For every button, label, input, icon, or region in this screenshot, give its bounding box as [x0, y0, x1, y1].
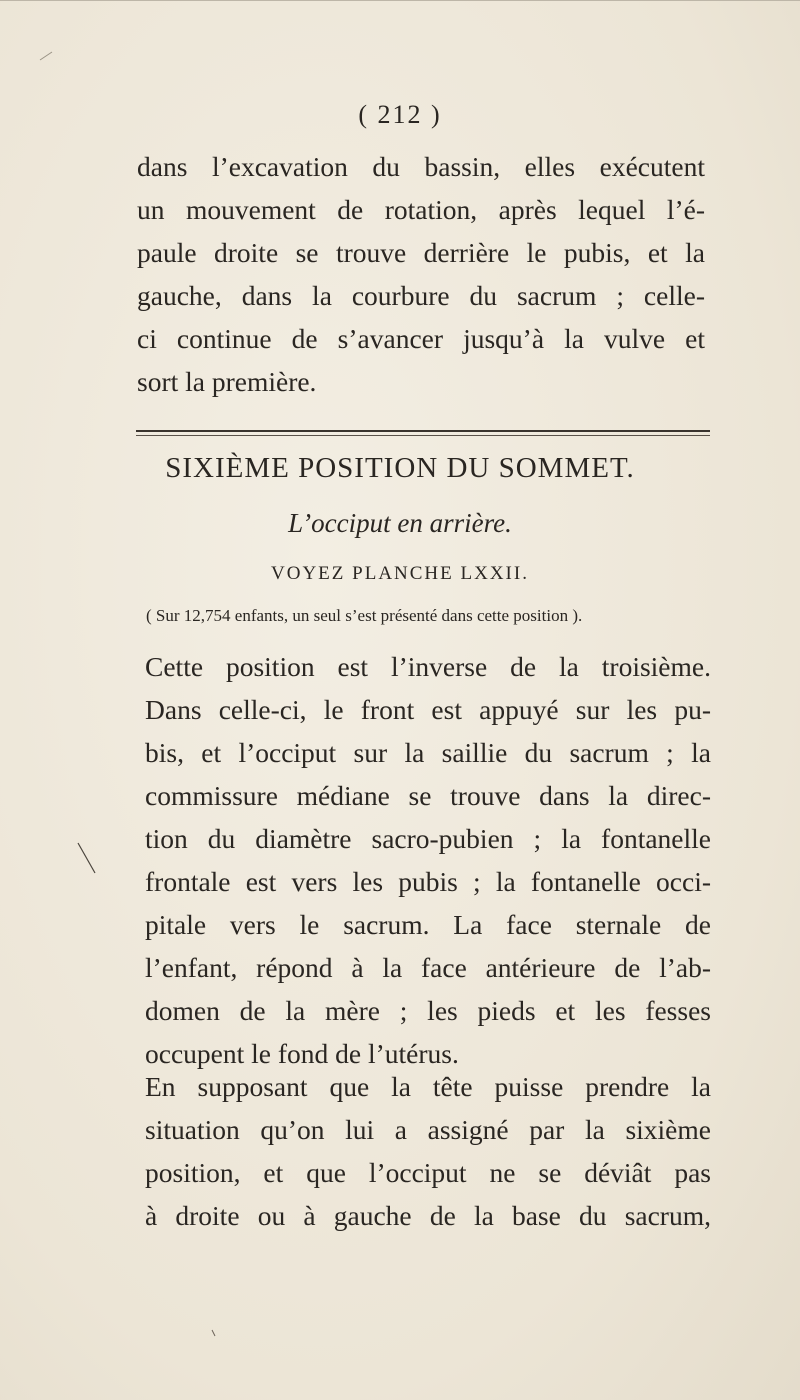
section-subheading: L’occiput en arrière. [288, 508, 512, 538]
page-number: ( 212 ) [358, 100, 442, 129]
paragraph-line: commissure médiane se trouve dans la direc- [145, 780, 711, 811]
paragraph-line: Dans celle-ci, le front est appuyé sur les pu- [145, 694, 711, 725]
paragraph-line: gauche, dans la courbure du sacrum ; celle- [137, 280, 705, 311]
paragraph-line: position, et que l’occiput ne se déviât pas [145, 1157, 711, 1188]
stray-pen-mark [212, 1330, 215, 1336]
paragraph-line: situation qu’on lui a assigné par la sixième [145, 1114, 711, 1145]
page-top-edge [0, 0, 800, 1]
paragraph-line: Cette position est l’inverse de la troisième. [145, 651, 711, 682]
paragraph-1 [137, 145, 705, 403]
plate-reference: VOYEZ PLANCHE LXXII. [271, 563, 529, 584]
paragraph-line: pitale vers le sacrum. La face sternale de [145, 909, 711, 940]
paragraph-line: dans l’excavation du bassin, elles exécutent [137, 151, 705, 182]
paragraph-line: l’enfant, répond à la face antérieure de l’ab- [145, 952, 711, 983]
statistics-note-text: ( Sur 12,754 enfants, un seul s’est présenté dans cette position ). [146, 606, 583, 625]
paragraph-3 [145, 1065, 711, 1237]
paragraph-line: tion du diamètre sacro-pubien ; la fontanelle [145, 823, 711, 854]
paragraph-line: domen de la mère ; les pieds et les fesses [145, 995, 711, 1026]
divider-rule-thick [136, 430, 710, 432]
paragraph-line: frontale est vers les pubis ; la fontanelle occi- [145, 866, 711, 897]
paragraph-line: à droite ou à gauche de la base du sacrum, [145, 1200, 711, 1231]
stray-pen-mark [78, 843, 95, 873]
paragraph-line: sort la première. [137, 366, 317, 397]
section-divider [136, 430, 710, 439]
statistics-note [146, 606, 712, 626]
paragraph-line: paule droite se trouve derrière le pubis, et la [137, 237, 705, 268]
paragraph-line: En supposant que la tête puisse prendre la [145, 1071, 711, 1102]
paragraph-line: occupent le fond de l’utérus. [145, 1038, 459, 1069]
paragraph-line: ci continue de s’avancer jusqu’à la vulve et [137, 323, 705, 354]
paragraph-line: bis, et l’occiput sur la saillie du sacrum ; la [145, 737, 711, 768]
paragraph-2 [145, 645, 711, 1075]
paragraph-line: un mouvement de rotation, après lequel l’é- [137, 194, 705, 225]
section-heading: SIXIÈME POSITION DU SOMMET. [165, 452, 635, 484]
stray-pen-mark [40, 52, 52, 60]
divider-rule-thin [136, 435, 710, 436]
